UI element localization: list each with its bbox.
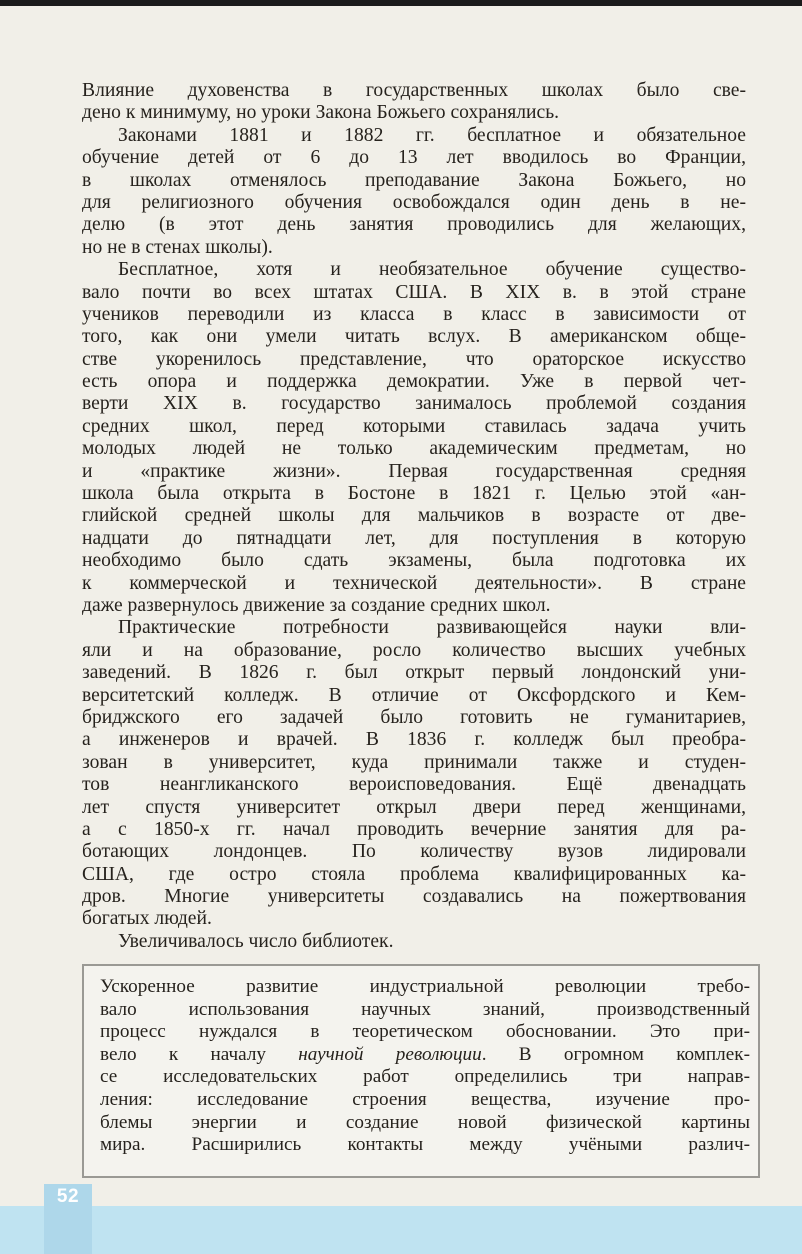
highlight-box [82, 964, 760, 1178]
text-line: глийской средней школы для мальчиков в возрасте от две- [82, 505, 746, 527]
text-line: молодых людей не только академическим предметам, но [82, 438, 746, 460]
top-edge [0, 0, 802, 6]
text-line: необходимо было сдать экзамены, была подготовка их [82, 550, 746, 572]
box-line: ления: исследование строения вещества, изучение про- [100, 1088, 750, 1110]
text-line: верситетский колледж. В отличие от Оксфордского и Кем- [82, 684, 746, 706]
box-line: мира. Расширились контакты между учёными различ- [100, 1134, 750, 1156]
text-line: Законами 1881 и 1882 гг. бесплатное и обязательное [118, 124, 746, 146]
text-line: надцати до пятнадцати лет, для поступления в которую [82, 527, 746, 549]
box-line-with-term [100, 1044, 750, 1067]
text-line: США, где остро стояла проблема квалифицированных ка- [82, 863, 746, 885]
text-line: школа была открыта в Бостоне в 1821 г. Целью этой «ан- [82, 483, 746, 505]
text-line: в школах отменялось преподавание Закона Божьего, но [82, 169, 746, 191]
text-line: дров. Многие университеты создавались на пожертвования [82, 886, 746, 908]
page-number: 52 [44, 1184, 92, 1254]
text-line: верти XIX в. государство занималось проблемой создания [82, 393, 746, 415]
text-line: к коммерческой и технической деятельности». В стране [82, 572, 746, 594]
text-line: средних школ, перед которыми ставилась задача учить [82, 415, 746, 437]
text-line: но не в стенах школы). [82, 236, 273, 258]
text-line: Бесплатное, хотя и необязательное обучение существо- [118, 259, 746, 281]
text-line: ботающих лондонцев. По количеству вузов лидировали [82, 841, 746, 863]
text-line: тов неангликанского вероисповедования. Ещё двенадцать [82, 774, 746, 796]
main-text [82, 80, 746, 953]
text-line: а с 1850-х гг. начал проводить вечерние занятия для ра- [82, 818, 746, 840]
text-line: а инженеров и врачей. В 1836 г. колледж был преобра- [82, 729, 746, 751]
text-line: для религиозного обучения освобождался один день в не- [82, 191, 746, 213]
text-line: делю (в этот день занятия проводились для желающих, [82, 214, 746, 236]
text-line: богатых людей. [82, 908, 212, 930]
text-line: Практические потребности развивающейся науки вли- [118, 617, 746, 639]
text-line: лет спустя университет открыл двери перед женщинами, [82, 796, 746, 818]
box-line: процесс нуждался в теоретическом обосновании. Это при- [100, 1021, 750, 1043]
text-line: обучение детей от 6 до 13 лет вводилось во Франции, [82, 147, 746, 169]
box-line: вало использования научных знаний, производственный [100, 998, 750, 1020]
text-line: учеников переводили из класса в класс в зависимости от [82, 303, 746, 325]
text-line: и «практике жизни». Первая государственная средняя [82, 460, 746, 482]
text-line: бриджского его задачей было готовить не гуманитариев, [82, 706, 746, 728]
text-line: Увеличивалось число библиотек. [118, 930, 394, 952]
text-line: зован в университет, куда принимали также и студен- [82, 751, 746, 773]
text-line: Влияние духовенства в государственных школах было све- [82, 80, 746, 101]
box-line: блемы энергии и создание новой физической картины [100, 1111, 750, 1133]
footer-band [0, 1206, 802, 1254]
box-line-before: вело к началу [100, 1043, 299, 1065]
text-line: даже развернулось движение за создание средних школ. [82, 594, 551, 616]
box-line: Ускоренное развитие индустриальной революции требо- [100, 976, 750, 997]
box-line-after: . В огромном комплек- [481, 1043, 750, 1065]
italic-term: научной революции [298, 1043, 482, 1065]
text-line: вало почти во всех штатах США. В XIX в. в этой стране [82, 281, 746, 303]
text-line: дено к минимуму, но уроки Закона Божьего сохранялись. [82, 102, 560, 124]
text-line: стве укоренилось представление, что ораторское искусство [82, 348, 746, 370]
text-line: яли и на образование, росло количество высших учебных [82, 639, 746, 661]
text-line: заведений. В 1826 г. был открыт первый лондонский уни- [82, 662, 746, 684]
box-line: се исследовательских работ определились три направ- [100, 1066, 750, 1088]
text-line: есть опора и поддержка демократии. Уже в первой чет- [82, 371, 746, 393]
text-line: того, как они умели читать вслух. В американском обще- [82, 326, 746, 348]
